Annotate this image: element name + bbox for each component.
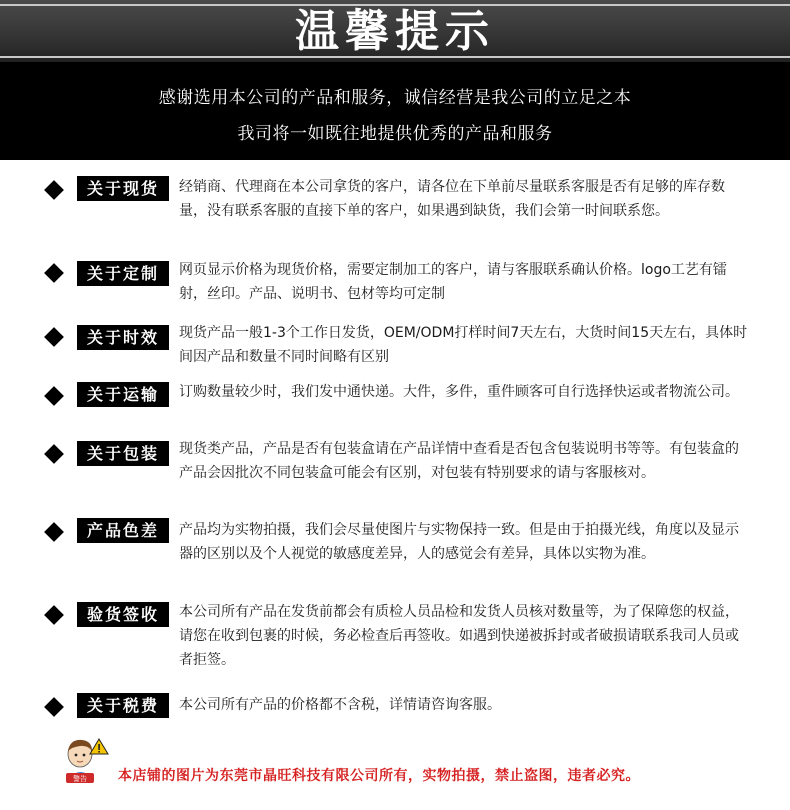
notice-text: 本公司所有产品的价格都不含税，详情请咨询客服。 bbox=[179, 697, 501, 713]
header bbox=[0, 0, 790, 160]
notice-label: 验货签收 bbox=[77, 602, 169, 627]
title-band bbox=[0, 0, 790, 62]
notice-text: 订购数量较少时，我们发中通快递。大件，多件，重件顾客可自行选择快运或者物流公司。 bbox=[179, 384, 739, 400]
notice-text: 现货类产品，产品是否有包装盒请在产品详情中查看是否包含包装说明书等等。有包装盒的产品会因批次不同包装盒可能会有区别，对包装有特别要求的请与客服核对。 bbox=[179, 441, 739, 481]
notice-label: 关于现货 bbox=[77, 176, 169, 201]
notice-label: 关于运输 bbox=[77, 382, 169, 407]
intro-line-2: 我司将一如既往地提供优秀的产品和服务 bbox=[237, 124, 553, 144]
notice-label: 关于税费 bbox=[77, 693, 169, 718]
warning-mascot-icon bbox=[62, 735, 110, 785]
notice-text: 产品均为实物拍摄，我们会尽量使图片与实物保持一致。但是由于拍摄光线，角度以及显示器的区别以及个人视觉的敏感度差异，人的感觉会有差异，具体以实物为准。 bbox=[179, 522, 739, 562]
notice-label: 产品色差 bbox=[77, 518, 169, 543]
intro-line-1: 感谢选用本公司的产品和服务，诚信经营是我公司的立足之本 bbox=[158, 88, 632, 108]
diamond-bullet-icon bbox=[44, 263, 64, 283]
diamond-bullet-icon bbox=[44, 180, 64, 200]
diamond-bullet-icon bbox=[44, 697, 64, 717]
notice-label: 关于定制 bbox=[77, 261, 169, 286]
diamond-bullet-icon bbox=[44, 327, 64, 347]
diamond-bullet-icon bbox=[44, 444, 64, 464]
footer-copyright-warning: 本店铺的图片为东莞市晶旺科技有限公司所有，实物拍摄，禁止盗图，违者必究。 bbox=[118, 768, 640, 784]
diamond-bullet-icon bbox=[44, 522, 64, 542]
notice-text: 网页显示价格为现货价格，需要定制加工的客户，请与客服联系确认价格。logo工艺有镭射，丝印。产品、说明书、包材等均可定制 bbox=[179, 262, 727, 302]
page-title: 温馨提示 bbox=[295, 6, 495, 57]
diamond-bullet-icon bbox=[44, 386, 64, 406]
diamond-bullet-icon bbox=[44, 605, 64, 625]
notice-label: 关于时效 bbox=[77, 325, 169, 350]
notice-label: 关于包装 bbox=[77, 441, 169, 466]
notice-text: 现货产品一般1-3个工作日发货，OEM/ODM打样时间7天左右，大货时间15天左右，具体时间因产品和数量不同时间略有区别 bbox=[179, 325, 748, 365]
notice-text: 经销商、代理商在本公司拿货的客户，请各位在下单前尽量联系客服是否有足够的库存数量，没有联系客服的直接下单的客户，如果遇到缺货，我们会第一时间联系您。 bbox=[179, 179, 725, 219]
notice-text: 本公司所有产品在发货前都会有质检人员品检和发货人员核对数量等，为了保障您的权益，请您在收到包裹的时候，务必检查后再签收。如遇到快递被拆封或者破损请联系我司人员或者拒签。 bbox=[179, 604, 739, 668]
warning-badge-text: 警告 bbox=[73, 775, 87, 783]
